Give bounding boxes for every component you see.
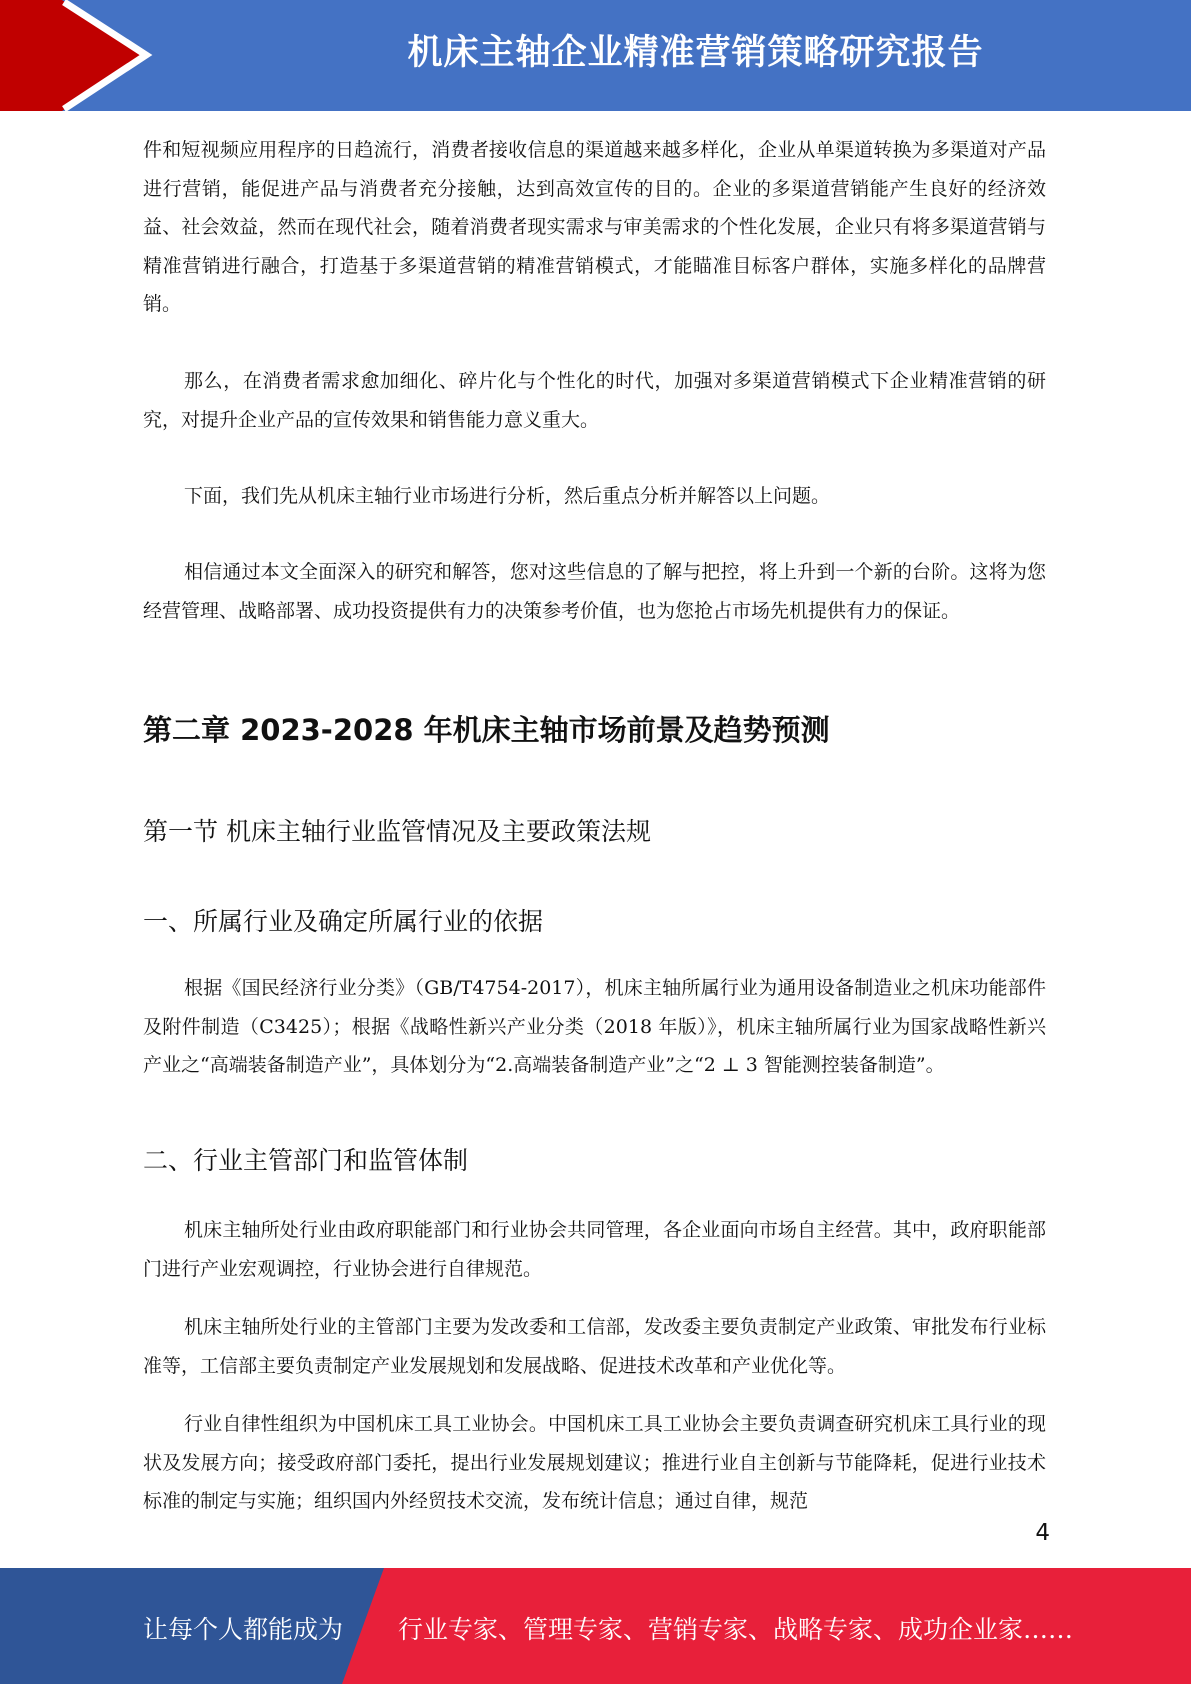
page-number: 4 (1035, 1520, 1050, 1546)
paragraph: 机床主轴所处行业的主管部门主要为发改委和工信部，发改委主要负责制定产业政策、审批发布行业标准等，工信部主要负责制定产业发展规划和发展战略、促进技术改革和产业优化等。 (143, 1316, 1046, 1377)
footer-slogan-right: 行业专家、管理专家、营销专家、战略专家、成功企业家…… (398, 1615, 1074, 1644)
paragraph: 机床主轴所处行业由政府职能部门和行业协会共同管理，各企业面向市场自主经营。其中，政府职能部门进行产业宏观调控，行业协会进行自律规范。 (143, 1219, 1046, 1280)
paragraph-continued: 件和短视频应用程序的日趋流行，消费者接收信息的渠道越来越多样化，企业从单渠道转换为多渠道对产品进行营销，能促进产品与消费者充分接触，达到高效宣传的目的。企业的多渠道营销能产生良好的经济效益、社会效益，然而在现代社会，随着消费者现实需求与审美需求的个性化发展，企业只有将多渠道营销与精准营销进行融合，打造基于多渠道营销的精准营销模式，才能瞄准目标客户群体，实施多样化的品牌营销。 (143, 139, 1046, 315)
paragraph: 下面，我们先从机床主轴行业市场进行分析，然后重点分析并解答以上问题。 (184, 485, 831, 507)
subsection-heading: 一、所属行业及确定所属行业的依据 (143, 907, 544, 936)
chapter-heading: 第二章 2023-2028 年机床主轴市场前景及趋势预测 (143, 713, 830, 747)
paragraph: 根据《国民经济行业分类》（GB/T4754-2017），机床主轴所属行业为通用设备制造业之机床功能部件及附件制造（C3425）；根据《战略性新兴产业分类（2018 年版）》，机床主轴所属行业为国家战略性新兴产业之“高端装备制造产业”，具体划分为“2.高端装备制造产业”之“2 ⊥ 3 智能测控装备制造”。 (143, 977, 1046, 1076)
page-footer (0, 1568, 1191, 1684)
footer-slogan-left: 让每个人都能成为 (143, 1615, 344, 1644)
section-heading: 第一节 机床主轴行业监管情况及主要政策法规 (143, 817, 651, 846)
page-header (0, 0, 1191, 111)
subsection-heading: 二、行业主管部门和监管体制 (143, 1146, 469, 1175)
paragraph: 行业自律性组织为中国机床工具工业协会。中国机床工具工业协会主要负责调查研究机床工具行业的现状及发展方向；接受政府部门委托，提出行业发展规划建议；推进行业自主创新与节能降耗，促进行业技术标准的制定与实施；组织国内外经贸技术交流，发布统计信息；通过自律，规范 (143, 1413, 1046, 1512)
paragraph: 那么，在消费者需求愈加细化、碎片化与个性化的时代，加强对多渠道营销模式下企业精准营销的研究，对提升企业产品的宣传效果和销售能力意义重大。 (143, 370, 1046, 431)
report-title: 机床主轴企业精准营销策略研究报告 (407, 33, 984, 73)
paragraph: 相信通过本文全面深入的研究和解答，您对这些信息的了解与把控，将上升到一个新的台阶。这将为您经营管理、战略部署、成功投资提供有力的决策参考价值，也为您抢占市场先机提供有力的保证。 (143, 561, 1046, 622)
